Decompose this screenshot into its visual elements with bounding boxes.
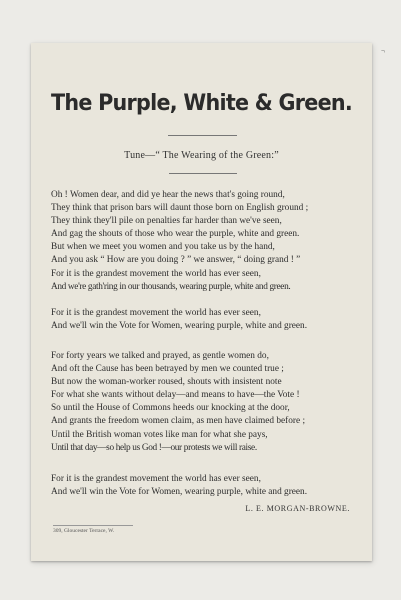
verse-line: And we'll win the Vote for Women, wearing purple, white and green. xyxy=(51,487,308,498)
verse-line: And grants the freedom women claim, as men have claimed before ; xyxy=(51,416,306,427)
verse-line: So until the House of Commons heeds our knocking at the door, xyxy=(51,403,290,414)
title-divider xyxy=(168,135,237,136)
verse-line: They think that prison bars will daunt those born on English ground ; xyxy=(51,203,309,214)
stanza-1 xyxy=(51,189,359,294)
verse-line: For forty years we talked and prayed, as gentle women do, xyxy=(51,351,269,361)
verse-line: And we'll win the Vote for Women, wearing purple, white and green. xyxy=(51,321,308,332)
verse-line: But when we meet you women and you take us by the hand, xyxy=(51,242,275,253)
verse-line: And you ask “ How are you doing ? ” we answer, “ doing grand ! ” xyxy=(51,255,301,266)
verse-line: And oft the Cause has been betrayed by men we counted true ; xyxy=(51,364,284,375)
tune-divider xyxy=(169,173,237,174)
verse-line: And we're gath'ring in our thousands, wearing purple, white and green. xyxy=(51,281,291,292)
page-title: The Purple, White & Green. xyxy=(50,90,353,116)
verse-line: Until that day—so help us God !—our protests we will raise. xyxy=(51,442,257,453)
verse-line: But now the woman-worker roused, shouts with insistent note xyxy=(51,377,282,388)
imprint-divider xyxy=(53,525,133,526)
stanza-2 xyxy=(51,350,359,455)
chorus-1 xyxy=(51,307,359,333)
printer-imprint: 309, Gloucester Terrace, W. xyxy=(53,528,115,534)
verse-line: Oh ! Women dear, and did ye hear the news that's going round, xyxy=(51,190,285,200)
verse-line: They think they'll pile on penalties far harder than we've seen, xyxy=(51,216,282,227)
verse-line: For it is the grandest movement the world has ever seen, xyxy=(51,308,261,318)
verse-line: For it is the grandest movement the world has ever seen, xyxy=(51,474,261,484)
corner-mark: ¬ xyxy=(381,47,385,55)
tune-caption: Tune—“ The Wearing of the Green:” xyxy=(124,150,279,161)
printed-sheet xyxy=(31,43,385,561)
author-signature: L. E. MORGAN-BROWNE. xyxy=(245,504,350,513)
verse-line: Until the British woman votes like man for what she pays, xyxy=(51,429,268,440)
chorus-2 xyxy=(51,473,359,499)
verse-line: For it is the grandest movement the world has ever seen, xyxy=(51,268,261,279)
verse-line: And gag the shouts of those who wear the purple, white and green. xyxy=(51,229,300,240)
verse-line: For what she wants without delay—and means to have—the Vote ! xyxy=(51,390,300,401)
